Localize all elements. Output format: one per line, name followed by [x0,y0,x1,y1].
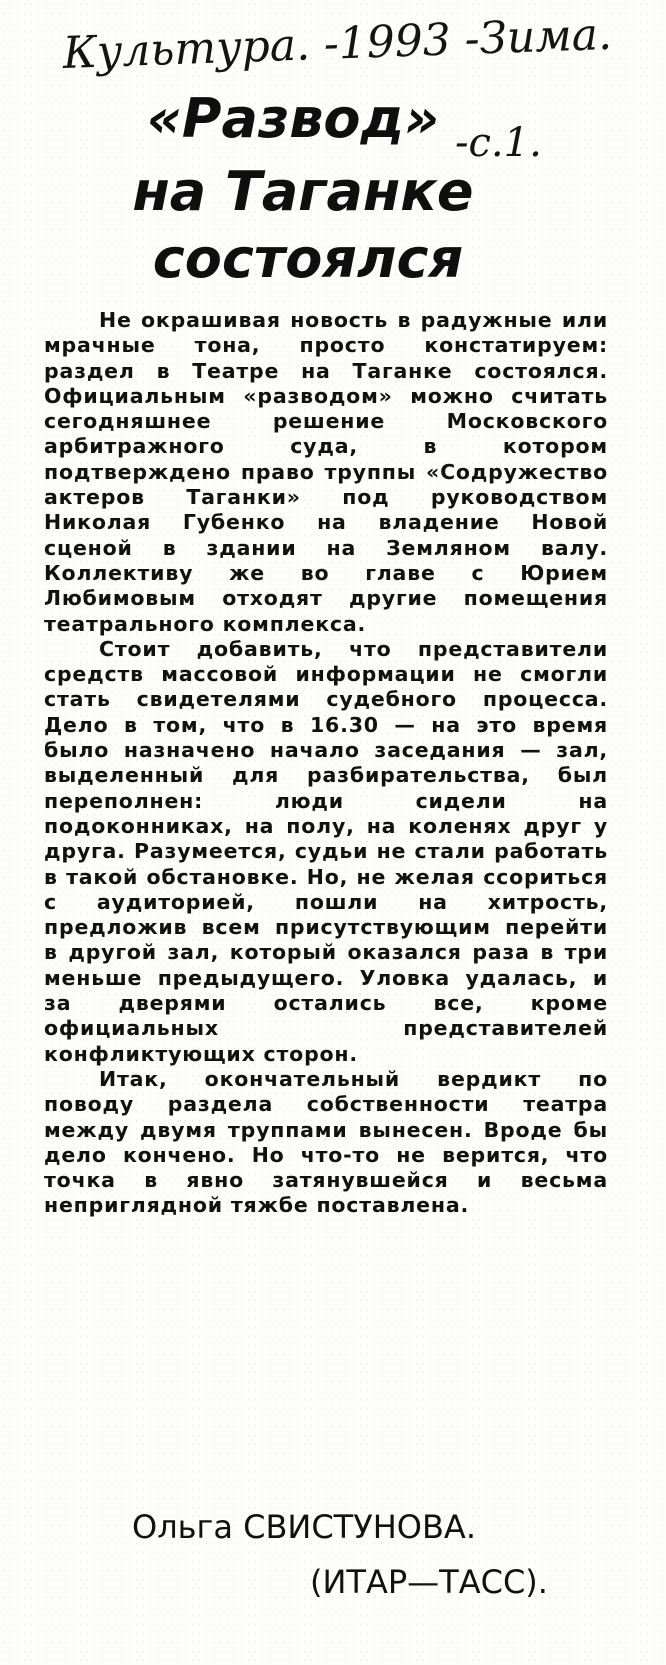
article-paragraph-2: Стоит добавить, что представители средств массовой информации не смогли стать свидетелями судебного процесса. Дело в том, что в 16.30 — на это время было назначено начало заседания — зал, выделенный для разбирательства, был переполнен: люди сидели на подоконниках, на полу, на коленях друг у друга. Разумеется, судьи не стали работать в такой обстановке. Но, не желая ссориться с аудиторией, пошли на хитрость, предложив всем присутствующим перейти в другой зал, который оказался раза в три меньше предыдущего. Уловка удалась, и за дверями остались все, кроме официальных представителей конфликтующих сторон. [44,636,608,1066]
byline-author: Ольга СВИСТУНОВА. [132,1508,476,1546]
headline-line-2: на Таганке [132,160,474,223]
handwritten-annotation: Культура. -1993 -Зима. [62,8,613,79]
article-paragraph-1: Не окрашивая новость в радужные или мрачные тона, просто констатируем: раздел в Театре на Таганке состоялся. Официальным «разводом» можно считать сегодняшнее решение Московского арбитражного суда, в котором подтверждено право труппы «Содружество актеров Таганки» под руководством Николая Губенко на владение Новой сценой в здании на Земляном валу. Коллективу же во главе с Юрием Любимовым отходят другие помещения театрального комплекса. [44,308,608,636]
headline-line-3: состоялся [152,227,464,290]
headline-line-1: «Развод» [146,87,440,150]
article-paragraph-3: Итак, окончательный вердикт по поводу раздела собственности театра между двумя труппами вынесен. Вроде бы дело кончено. Но что-то не верится, что точка в явно затянувшейся и весьма неприглядной тяжбе поставлена. [44,1066,608,1218]
article-body [44,308,608,1219]
handwritten-page-mark: -с.1. [455,120,542,166]
byline-agency: (ИТАР—ТАСС). [310,1563,548,1601]
